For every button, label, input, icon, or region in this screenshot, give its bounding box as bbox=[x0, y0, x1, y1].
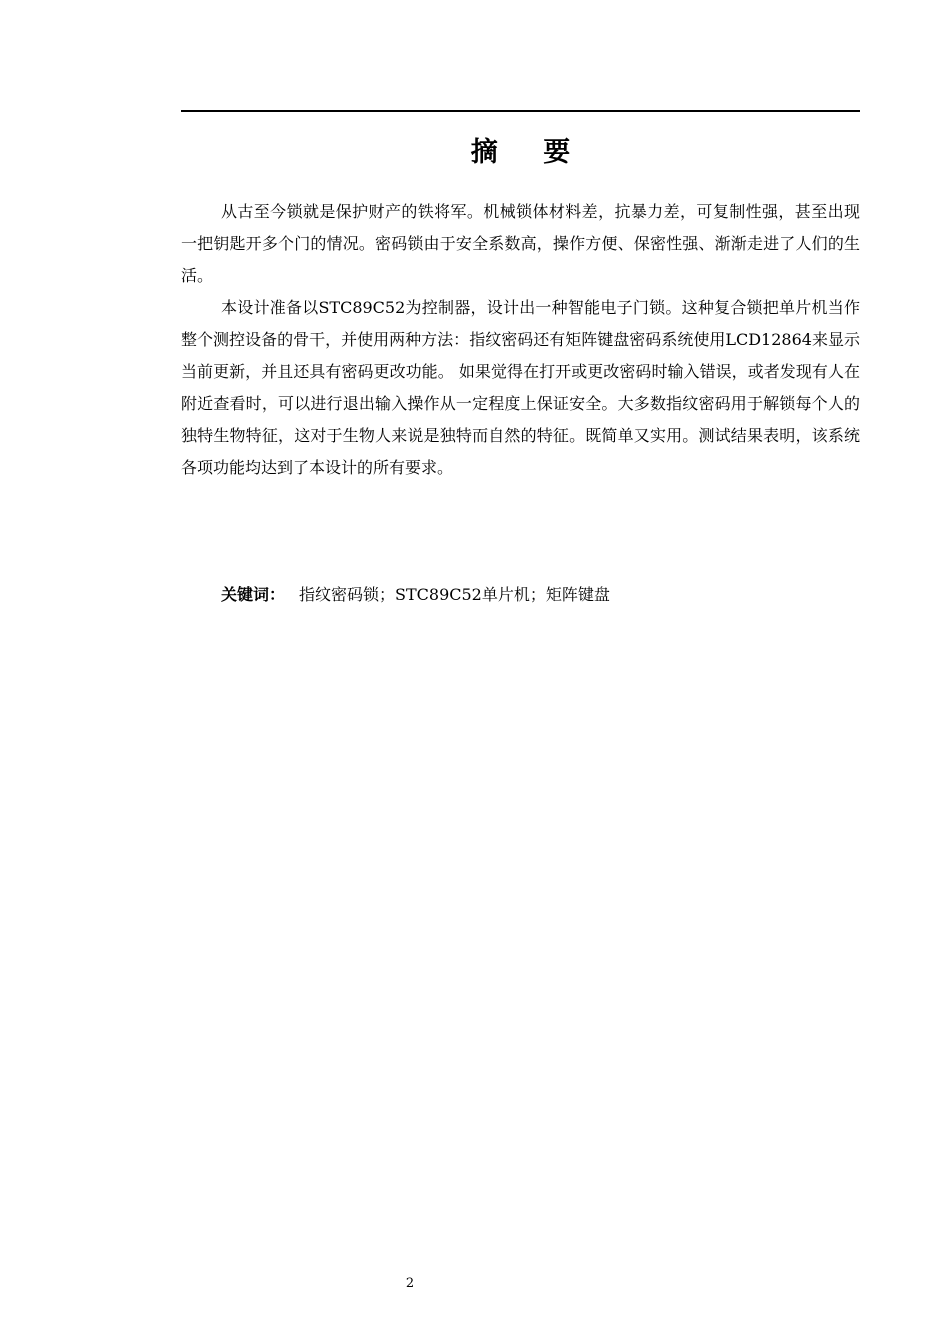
page-number: 2 bbox=[405, 1276, 415, 1291]
abstract-body bbox=[181, 196, 860, 484]
keywords-line bbox=[221, 581, 861, 609]
keywords-value: 指纹密码锁；STC89C52单片机；矩阵键盘 bbox=[299, 585, 610, 604]
abstract-paragraph-1: 从古至今锁就是保护财产的铁将军。机械锁体材料差，抗暴力差，可复制性强，甚至出现一把钥匙开多个门的情况。密码锁由于安全系数高，操作方便、保密性强、渐渐走进了人们的生活。 bbox=[181, 202, 860, 285]
keywords-label: 关键词： bbox=[221, 585, 286, 604]
abstract-paragraph-2: 本设计准备以STC89C52为控制器，设计出一种智能电子门锁。这种复合锁把单片机当作整个测控设备的骨干，并使用两种方法：指纹密码还有矩阵键盘密码系统使用LCD12864来显示当前更新，并且还具有密码更改功能。 如果觉得在打开或更改密码时输入错误，或者发现有人在附近查看时，可以进行退出输入操作从一定程度上保证安全。大多数指纹密码用于解锁每个人的独特生物特征，这对于生物人来说是独特而自然的特征。既简单又实用。测试结果表明，该系统各项功能均达到了本设计的所有要求。 bbox=[181, 298, 860, 477]
header-rule bbox=[181, 110, 860, 112]
abstract-title: 摘 要 bbox=[470, 137, 589, 168]
